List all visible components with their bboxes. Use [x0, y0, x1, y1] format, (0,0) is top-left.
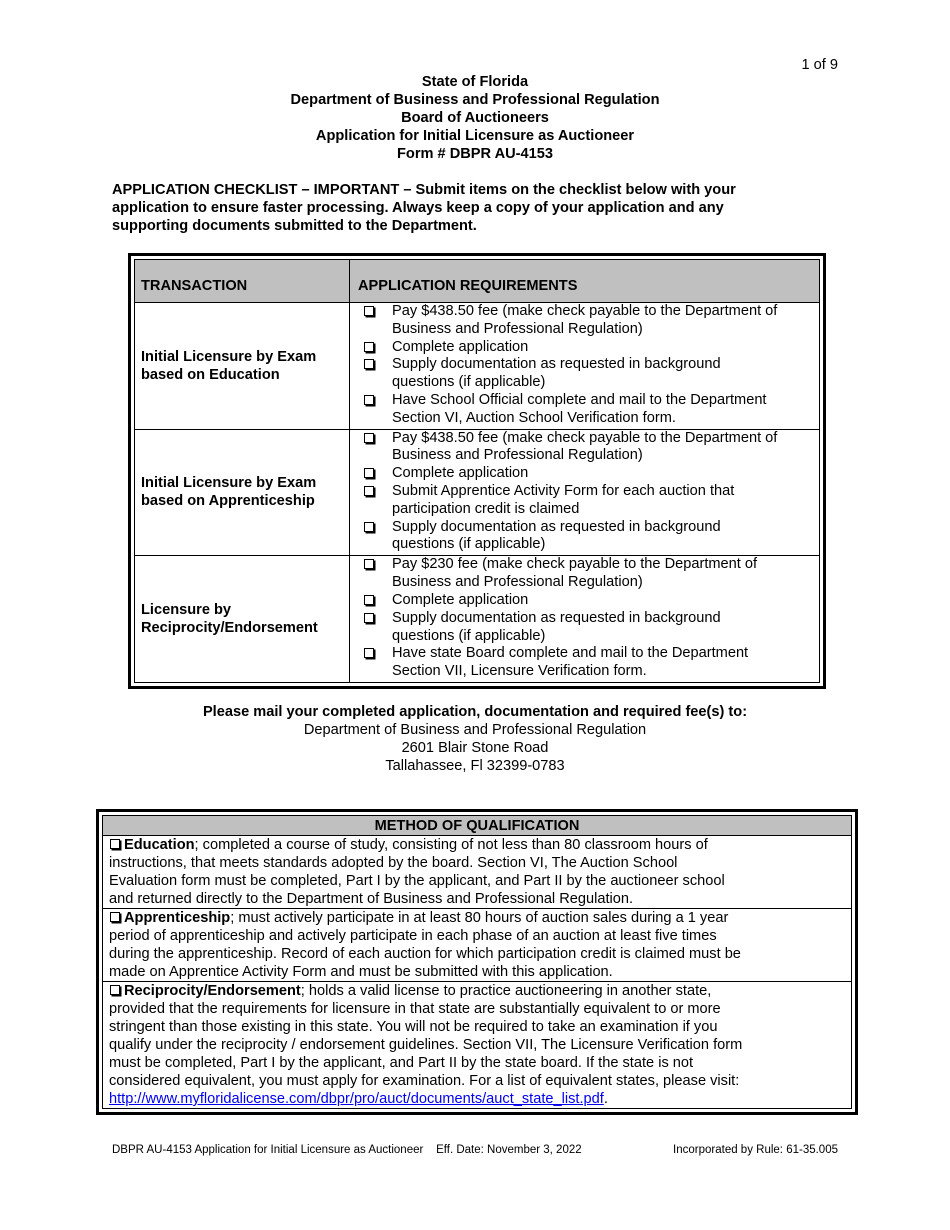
requirements-cell: [350, 303, 820, 430]
intro-line: supporting documents submitted to the Department.: [112, 218, 477, 234]
checkbox-icon[interactable]: [364, 468, 374, 478]
checkbox-icon[interactable]: [364, 559, 374, 569]
checkbox-icon[interactable]: [364, 486, 374, 496]
checkbox-icon[interactable]: [364, 306, 374, 316]
checklist-item: Supply documentation as requested in background questions (if applicable): [362, 356, 815, 392]
requirements-table: [134, 259, 820, 683]
footer-rule: Incorporated by Rule: 61-35.005: [673, 1144, 838, 1156]
requirements-header: APPLICATION REQUIREMENTS: [350, 260, 820, 303]
checkbox-icon[interactable]: [110, 985, 120, 995]
equivalent-states-link[interactable]: http://www.myfloridalicense.com/dbpr/pro/auct/documents/auct_state_list.pdf: [109, 1091, 604, 1107]
checklist-item: Complete application: [362, 592, 815, 610]
requirements-list: [362, 556, 815, 681]
requirements-list: [362, 303, 815, 428]
intro-line: application to ensure faster processing. Always keep a copy of your application and any: [112, 200, 724, 216]
checklist-item: Supply documentation as requested in background questions (if applicable): [362, 519, 815, 555]
method-of-qualification-table: [102, 815, 852, 1109]
checkbox-icon[interactable]: [364, 359, 374, 369]
checklist-item: Supply documentation as requested in background questions (if applicable): [362, 610, 815, 646]
checklist-item: Complete application: [362, 339, 815, 357]
address-line: Department of Business and Professional Regulation: [303, 722, 647, 738]
checkbox-icon[interactable]: [364, 613, 374, 623]
checkbox-icon[interactable]: [110, 912, 120, 922]
footer-eff-date: Eff. Date: November 3, 2022: [436, 1144, 582, 1156]
requirements-cell: [350, 429, 820, 556]
checklist-item: Pay $438.50 fee (make check payable to the Department of Business and Professional Regulation): [362, 430, 815, 466]
transaction-line: Reciprocity/Endorsement: [141, 620, 318, 637]
moq-row-apprenticeship: Apprenticeship; must actively participate in at least 80 hours of auction sales during a 1 year period of apprenticeship and actively participate in each phase of an auction at least five times during the apprenticeship. Record of each auction for which participation credit is claimed must be made on Apprentice Activity Form and must be submitted with this application.: [103, 909, 852, 982]
table-row: [135, 556, 820, 683]
moq-term: Apprenticeship: [124, 910, 231, 926]
checklist-item: Submit Apprentice Activity Form for each auction that participation credit is claimed: [362, 483, 815, 519]
page-footer: [112, 1144, 838, 1156]
table-row: [135, 429, 820, 556]
requirements-cell: [350, 556, 820, 683]
form-header: [0, 73, 950, 163]
checklist-item: Have state Board complete and mail to the Department Section VII, Licensure Verification form.: [362, 645, 815, 681]
transaction-line: Initial Licensure by Exam: [141, 348, 317, 365]
address-line: Tallahassee, Fl 32399-0783: [385, 758, 565, 774]
checklist-item: Pay $438.50 fee (make check payable to the Department of Business and Professional Regulation): [362, 303, 815, 339]
transaction-header: TRANSACTION: [135, 260, 350, 303]
transaction-line: based on Education: [141, 366, 280, 383]
moq-title: METHOD OF QUALIFICATION: [103, 816, 852, 836]
header-line: Application for Initial Licensure as Auctioneer: [315, 128, 635, 144]
header-line: Department of Business and Professional Regulation: [290, 92, 660, 108]
checklist-intro: [112, 181, 812, 235]
checkbox-icon[interactable]: [364, 433, 374, 443]
table-header-row: [135, 260, 820, 303]
header-line: Form # DBPR AU-4153: [397, 146, 553, 162]
checklist-item: Have School Official complete and mail to the Department Section VI, Auction School Verification form.: [362, 392, 815, 428]
transaction-line: based on Apprenticeship: [141, 493, 315, 510]
checkbox-icon[interactable]: [110, 839, 120, 849]
moq-row-reciprocity: Reciprocity/Endorsement; holds a valid license to practice auctioneering in another state, provided that the requirements for licensure in that state are substantially equivalent to or more stringent than those existing in this state. You will not be required to take an examination if you qualify under the reciprocity / endorsement guidelines. Section VII, The Licensure Verification form must be completed, Part I by the applicant, and Part II by the state board. If the state is not considered equivalent, you must apply for examination. For a list of equivalent states, please visit: http://www.myfloridalicense.com/dbpr/pro/auct/documents/auct_state_list.pdf.: [103, 982, 852, 1109]
requirements-table-frame: [128, 253, 826, 689]
intro-line: APPLICATION CHECKLIST – IMPORTANT – Submit items on the checklist below with your: [112, 182, 736, 198]
transaction-cell: [135, 556, 350, 683]
checkbox-icon[interactable]: [364, 522, 374, 532]
checklist-item: Pay $230 fee (make check payable to the Department of Business and Professional Regulation): [362, 556, 815, 592]
mailing-instructions: [0, 703, 950, 775]
moq-term: Reciprocity/Endorsement: [124, 983, 301, 999]
table-row: [135, 303, 820, 430]
moq-term: Education: [124, 837, 195, 853]
moq-row-education: Education; completed a course of study, consisting of not less than 80 classroom hours of instructions, that meets standards adopted by the board. Section VI, The Auction School Evaluation form must be completed, Part I by the applicant, and Part II by the auctioneer school and returned directly to the Department of Business and Professional Regulation.: [103, 836, 852, 909]
transaction-cell: [135, 303, 350, 430]
checkbox-icon[interactable]: [364, 595, 374, 605]
mailing-lead: Please mail your completed application, documentation and required fee(s) to:: [202, 704, 748, 720]
checkbox-icon[interactable]: [364, 342, 374, 352]
header-line: Board of Auctioneers: [401, 110, 549, 126]
transaction-cell: [135, 429, 350, 556]
page-number: 1 of 9: [801, 57, 838, 73]
transaction-line: Licensure by: [141, 602, 232, 619]
checkbox-icon[interactable]: [364, 395, 374, 405]
address-line: 2601 Blair Stone Road: [401, 740, 549, 756]
checkbox-icon[interactable]: [364, 648, 374, 658]
footer-form: DBPR AU-4153 Application for Initial Licensure as Auctioneer: [112, 1144, 424, 1156]
requirements-list: [362, 430, 815, 555]
method-of-qualification-frame: [96, 809, 858, 1115]
header-line: State of Florida: [421, 74, 529, 90]
checklist-item: Complete application: [362, 465, 815, 483]
transaction-line: Initial Licensure by Exam: [141, 475, 317, 492]
